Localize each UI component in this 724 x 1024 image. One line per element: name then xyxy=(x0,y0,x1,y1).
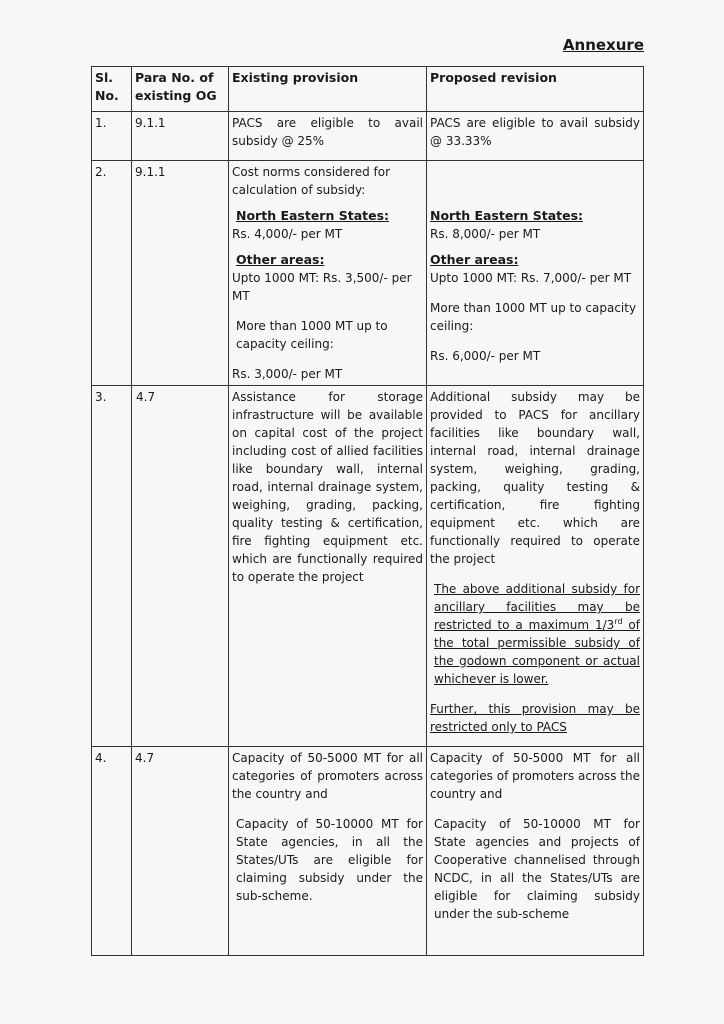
proposed-other-heading: Other areas: xyxy=(430,252,519,267)
existing-other-more-rate: Rs. 3,000/- per MT xyxy=(232,367,343,381)
proposed-ne-rate: Rs. 8,000/- per MT xyxy=(430,227,541,241)
spacer xyxy=(430,163,640,199)
cell-para-no: 9.1.1 xyxy=(132,161,229,386)
proposed-paragraph-2 xyxy=(430,580,640,688)
existing-intro: Cost norms considered for calculation of subsidy: xyxy=(232,165,391,197)
cell-proposed xyxy=(427,386,644,747)
proposed-paragraph-2: Capacity of 50-10000 MT for State agencies and projects of Cooperative channelised through NCDC, in all the States/UTs are eligible for claiming subsidy under the sub-scheme xyxy=(434,817,640,921)
table-row xyxy=(92,386,644,747)
proposed-paragraph-1: Additional subsidy may be provided to PACS for ancillary facilities like boundary wall, internal road, internal drainage system, weighing, grading, packing, quality testing & certification, fire fighting equipment etc. which are functionally required to operate the project xyxy=(430,390,640,566)
cell-para-no: 4.7 xyxy=(132,747,229,956)
table-header-row xyxy=(92,67,644,112)
table-row xyxy=(92,747,644,956)
header-proposed-revision: Proposed revision xyxy=(427,67,644,112)
header-existing-provision: Existing provision xyxy=(229,67,427,112)
annexure-title: Annexure xyxy=(562,36,644,54)
header-para-no: Para No. of existing OG xyxy=(132,67,229,112)
proposed-other-more-rate: Rs. 6,000/- per MT xyxy=(430,349,541,363)
cell-para-no: 9.1.1 xyxy=(132,112,229,161)
existing-other-more: More than 1000 MT up to capacity ceiling: xyxy=(236,319,388,351)
header-sl-no: Sl. No. xyxy=(92,67,132,112)
cell-sl-no: 4. xyxy=(92,747,132,956)
proposed-paragraph-2-b: of the total permissible subsidy of the godown component or actual whichever is lower. xyxy=(434,618,640,686)
cell-para-no: 4.7 xyxy=(132,386,229,747)
existing-other-heading: Other areas: xyxy=(236,252,325,267)
proposed-other-more: More than 1000 MT up to capacity ceiling: xyxy=(430,301,637,333)
table-row xyxy=(92,112,644,161)
proposed-ne-heading: North Eastern States: xyxy=(430,208,584,223)
cell-proposed xyxy=(427,747,644,956)
cell-existing: Assistance for storage infrastructure will be available on capital cost of the project including cost of allied facilities like boundary wall, internal road, internal drainage system, weighing, grading, packing, quality testing & certification, fire fighting equipment etc. which are functionally required to operate the project xyxy=(229,386,427,747)
cell-existing xyxy=(229,161,427,386)
cell-sl-no: 2. xyxy=(92,161,132,386)
proposed-paragraph-1: Capacity of 50-5000 MT for all categories of promoters across the country and xyxy=(430,751,640,801)
table-row xyxy=(92,161,644,386)
cell-sl-no: 1. xyxy=(92,112,132,161)
cell-proposed: PACS are eligible to avail subsidy @ 33.33% xyxy=(427,112,644,161)
ordinal-suffix: rd xyxy=(614,617,623,626)
cell-existing: PACS are eligible to avail subsidy @ 25% xyxy=(229,112,427,161)
cell-existing xyxy=(229,747,427,956)
existing-paragraph-2: Capacity of 50-10000 MT for State agencies, in all the States/UTs are eligible for claiming subsidy under the sub-scheme. xyxy=(236,817,423,903)
cell-sl-no: 3. xyxy=(92,386,132,747)
proposed-paragraph-2-a: The above additional subsidy for ancillary facilities may be restricted to a maximum 1/3 xyxy=(434,582,640,632)
proposed-other-upto: Upto 1000 MT: Rs. 7,000/- per MT xyxy=(430,271,632,285)
existing-ne-rate: Rs. 4,000/- per MT xyxy=(232,227,343,241)
existing-other-upto: Upto 1000 MT: Rs. 3,500/- per MT xyxy=(232,271,412,303)
revision-table xyxy=(91,66,644,956)
existing-ne-heading: North Eastern States: xyxy=(236,208,390,223)
existing-paragraph-1: Capacity of 50-5000 MT for all categories of promoters across the country and xyxy=(232,751,423,801)
cell-proposed xyxy=(427,161,644,386)
proposed-paragraph-3: Further, this provision may be restricted only to PACS xyxy=(430,702,640,734)
